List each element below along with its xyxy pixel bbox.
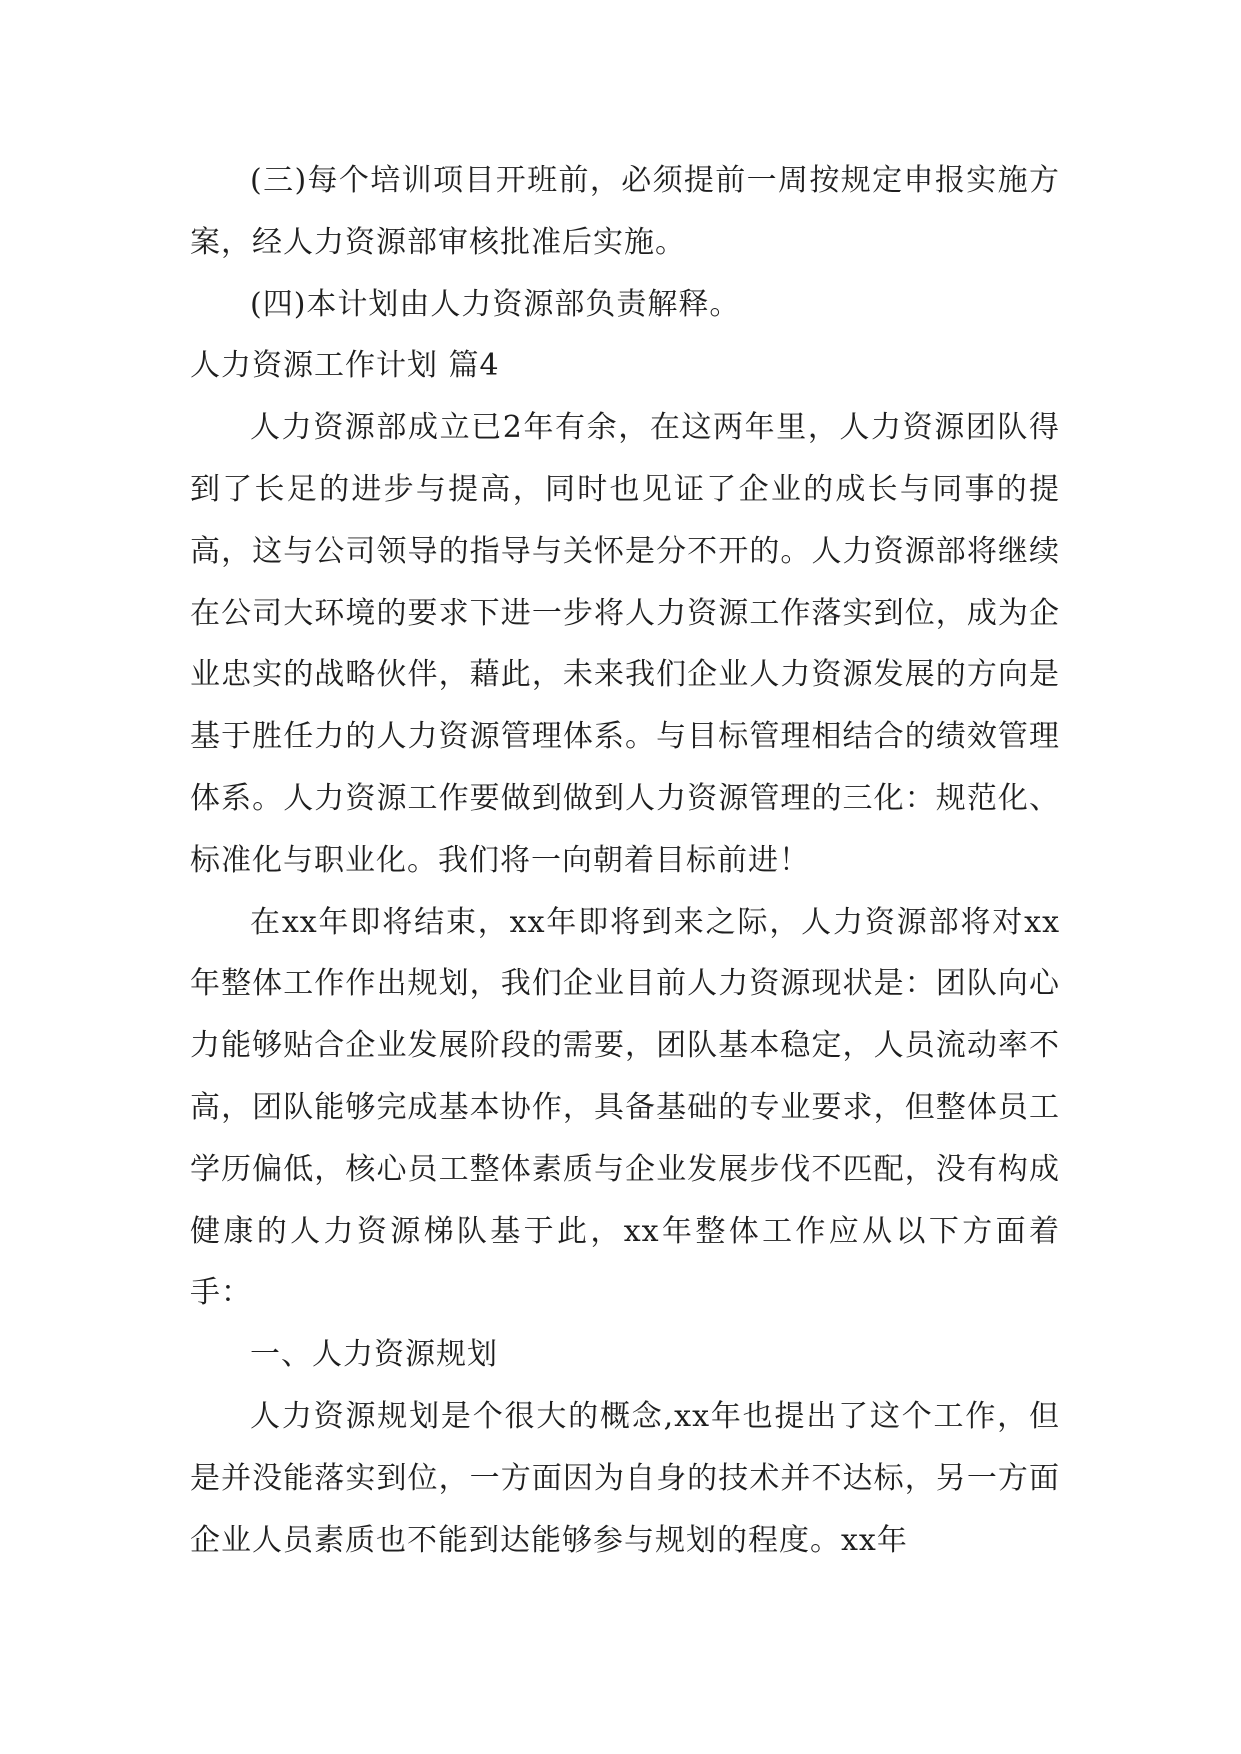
paragraph-current-status: 在xx年即将结束，xx年即将到来之际，人力资源部将对xx年整体工作作出规划，我们企业目前人力资源现状是：团队向心力能够贴合企业发展阶段的需要，团队基本稳定，人员流动率不高，团队能够完成基本协作，具备基础的专业要求，但整体员工学历偏低，核心员工整体素质与企业发展步伐不匹配，没有构成健康的人力资源梯队基于此，xx年整体工作应从以下方面着手： [190, 904, 1060, 1311]
paragraph-training-approval: (三)每个培训项目开班前，必须提前一周按规定申报实施方案，经人力资源部审核批准后实施。 [190, 163, 1060, 260]
paragraph-hr-planning: 人力资源规划是个很大的概念,xx年也提出了这个工作，但是并没能落实到位，一方面因为自身的技术并不达标，另一方面企业人员素质也不能到达能够参与规划的程度。xx年 [190, 1398, 1060, 1558]
section-title: 人力资源工作计划 篇4 [190, 348, 500, 384]
paragraph-department-intro: 人力资源部成立已2年有余，在这两年里，人力资源团队得到了长足的进步与提高，同时也见证了企业的成长与同事的提高，这与公司领导的指导与关怀是分不开的。人力资源部将继续在公司大环境的要求下进一步将人力资源工作落实到位，成为企业忠实的战略伙伴，藉此，未来我们企业人力资源发展的方向是基于胜任力的人力资源管理体系。与目标管理相结合的绩效管理体系。人力资源工作要做到做到人力资源管理的三化：规范化、标准化与职业化。我们将一向朝着目标前进！ [190, 410, 1060, 878]
document-body [190, 150, 1060, 1571]
subheading-hr-planning: 一、人力资源规划 [250, 1337, 498, 1373]
paragraph-interpretation: (四)本计划由人力资源部负责解释。 [250, 286, 741, 322]
